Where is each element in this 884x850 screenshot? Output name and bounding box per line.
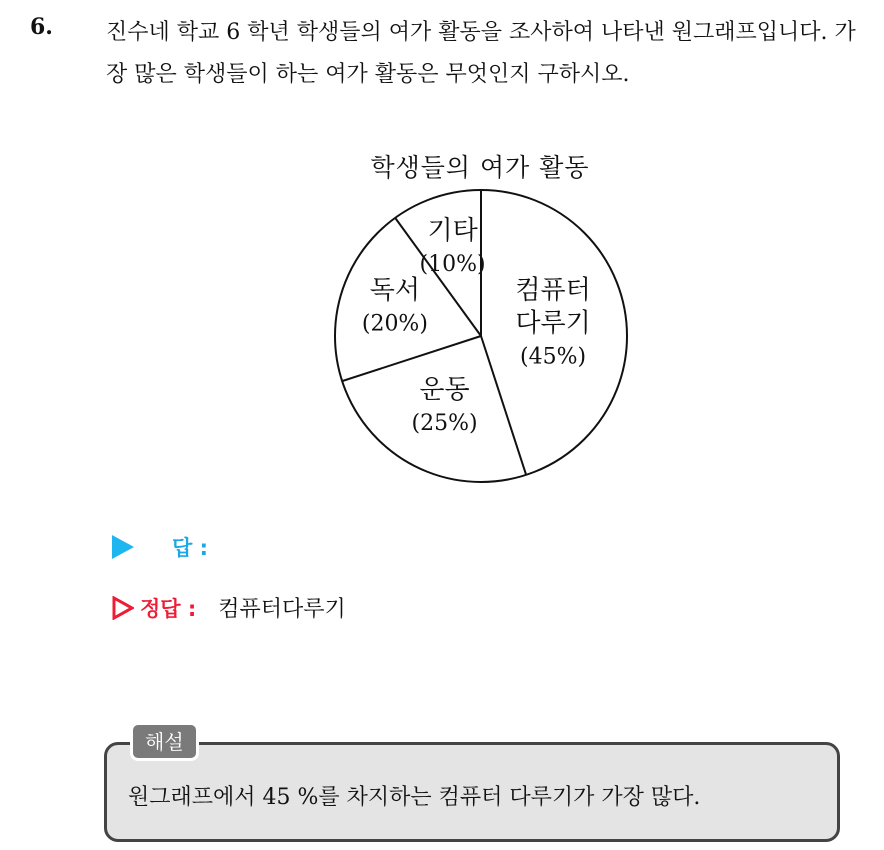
question-number: 6. <box>30 14 53 40</box>
pie-slice-label: 컴퓨터 <box>515 275 591 306</box>
chart-title: 학생들의 여가 활동 <box>370 153 590 182</box>
pie-slice-label: 다루기 <box>515 308 591 339</box>
question-text: 진수네 학교 6 학년 학생들의 여가 활동을 조사하여 나타낸 원그래프입니다. 가장 많은 학생들이 하는 여가 활동은 무엇인지 구하시오. <box>106 20 856 87</box>
pie-slice-label: 기타 <box>427 216 478 247</box>
answer-label: 답 : <box>172 536 208 560</box>
pie-slice-percent: (10%) <box>419 252 486 278</box>
pie-slice-percent: (25%) <box>411 411 478 437</box>
pie-slice-percent: (45%) <box>520 344 587 370</box>
explanation-text: 원그래프에서 45 %를 차지하는 컴퓨터 다루기가 가장 많다. <box>128 785 701 810</box>
explanation-tab: 해설 <box>130 722 199 761</box>
correct-answer-row <box>112 592 346 623</box>
correct-answer-label: 정답 : <box>140 596 197 621</box>
pie-slice-label: 운동 <box>419 375 470 406</box>
pie-slice-percent: (20%) <box>361 311 428 337</box>
pie-slice-label: 독서 <box>369 275 421 306</box>
correct-answer-value: 컴퓨터다루기 <box>218 597 346 622</box>
play-triangle-icon <box>112 535 134 559</box>
outline-triangle-icon <box>112 596 134 620</box>
answer-row <box>112 532 208 562</box>
